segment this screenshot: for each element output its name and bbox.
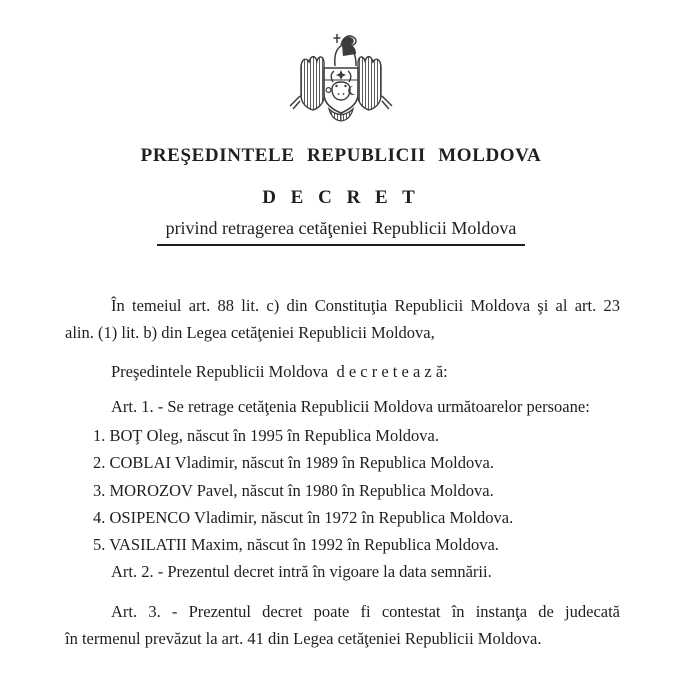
decree-title: D E C R E T bbox=[262, 187, 420, 208]
institution-title: PREŞEDINTELE REPUBLICII MOLDOVA bbox=[140, 145, 542, 166]
preamble-line-1: În temeiul art. 88 lit. c) din Constituţia Republicii Moldova şi al art. 23 bbox=[111, 296, 620, 315]
persons-list bbox=[65, 422, 620, 558]
preamble-line-2: alin. (1) lit. b) din Legea cetăţeniei Republicii Moldova, bbox=[65, 323, 435, 342]
moldova-coat-of-arms-icon bbox=[285, 24, 397, 122]
list-item-person-1: 1. BOŢ Oleg, născut în 1995 în Republica Moldova. bbox=[93, 426, 439, 445]
list-item-person-3: 3. MOROZOV Pavel, născut în 1980 în Republica Moldova. bbox=[93, 480, 494, 500]
list-item-person-2: 2. COBLAI Vladimir, născut în 1989 în Republica Moldova. bbox=[93, 453, 494, 473]
article-3-line-2: în termenul prevăzut la art. 41 din Legea cetăţeniei Republicii Moldova. bbox=[65, 629, 542, 648]
list-item-person-5: 5. VASILATII Maxim, născut în 1992 în Republica Moldova. bbox=[93, 535, 499, 555]
decree-subject-wrap bbox=[0, 219, 682, 246]
article-3-line-1: Art. 3. - Prezentul decret poate fi contestat în instanţa de judecată bbox=[111, 602, 620, 621]
decree-subject: privind retragerea cetăţeniei Republicii Moldova bbox=[157, 219, 526, 246]
article-1-intro: Art. 1. - Se retrage cetăţenia Republicii Moldova următoarelor persoane: bbox=[111, 397, 590, 416]
list-item-person-4: 4. OSIPENCO Vladimir, născut în 1972 în Republica Moldova. bbox=[93, 507, 514, 527]
enacting-clause: Preşedintele Republicii Moldova d e c r e t e a z ă: bbox=[111, 362, 448, 381]
article-2: Art. 2. - Prezentul decret intră în vigoare la data semnării. bbox=[111, 562, 492, 581]
